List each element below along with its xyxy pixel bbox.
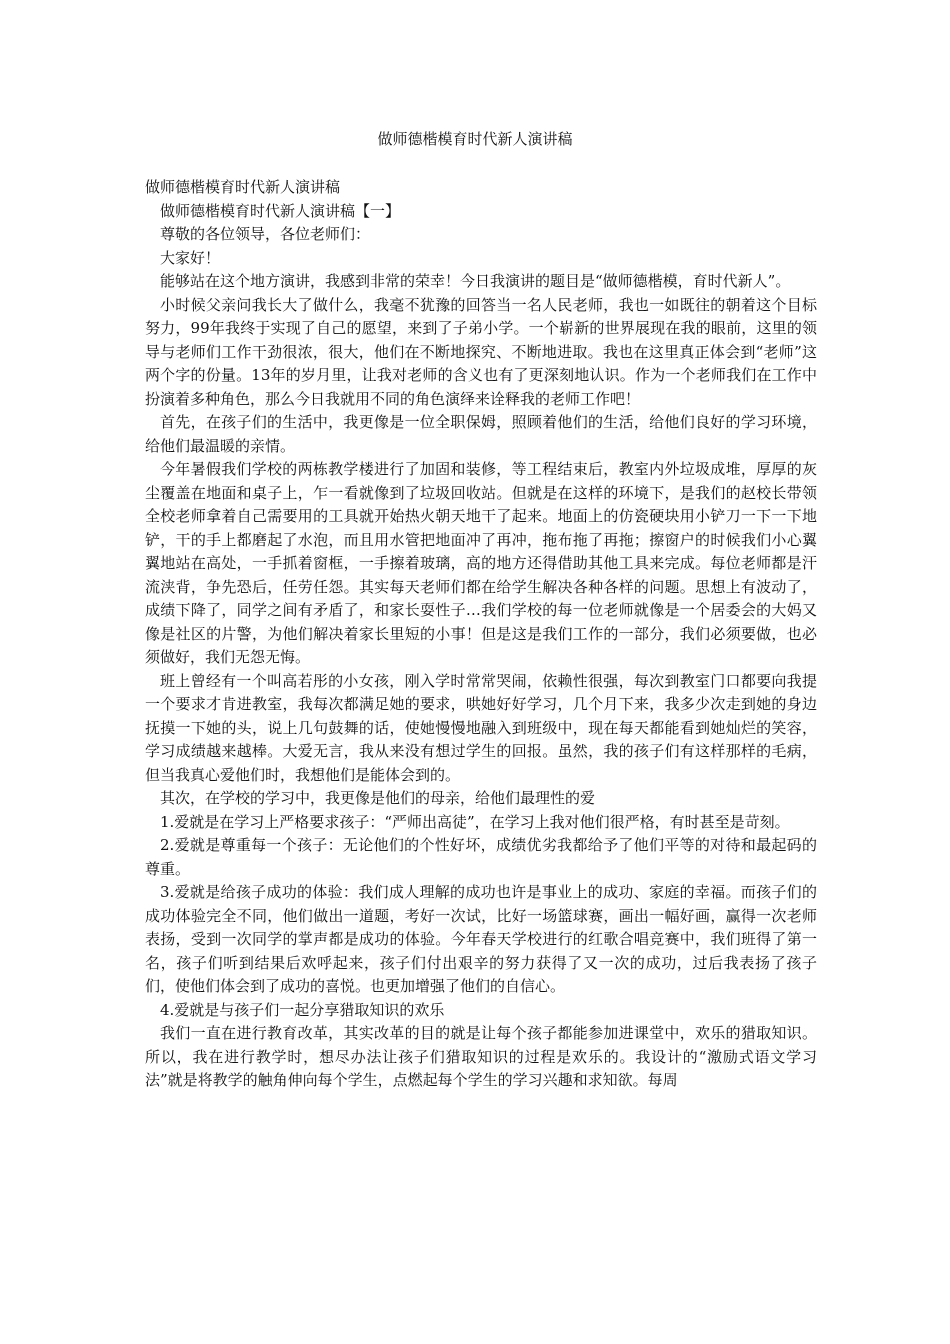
paragraph: 今年暑假我们学校的两栋教学楼进行了加固和装修，等工程结束后，教室内外垃圾成堆，厚厚的灰尘覆盖在地面和桌子上，乍一看就像到了垃圾回收站。但就是在这样的环境下，是我们的赵校长带领全校老师拿着自己需要用的工具就开始热火朝天地干了起来。地面上的仿瓷硬块用小铲刀一下一下地铲，干的手上都磨起了水泡，而且用水管把地面冲了再冲，拖布拖了再拖；擦窗户的时候我们小心翼翼地站在高处，一手抓着窗框，一手擦着玻璃，高的地方还得借助其他工具来完成。每位老师都是汗流浃背，争先恐后，任劳任怨。其实每天老师们都在给学生解决各种各样的问题。思想上有波动了，成绩下降了，同学之间有矛盾了，和家长耍性子…我们学校的每一位老师就像是一个居委会的大妈又像是社区的片警，为他们解决着家长里短的小事！但是这是我们工作的一部分，我们必须要做，也必须做好，我们无怨无悔。 <box>145 460 817 666</box>
doc-heading: 做师德楷模育时代新人演讲稿 <box>145 178 341 196</box>
paragraph: 能够站在这个地方演讲，我感到非常的荣幸！今日我演讲的题目是“做师德楷模，育时代新人”。 <box>160 272 791 290</box>
greeting: 大家好！ <box>160 248 221 267</box>
paragraph: 小时候父亲问我长大了做什么，我毫不犹豫的回答当一名人民老师，我也一如既往的朝着这个目标努力，99年我终于实现了自己的愿望，来到了子弟小学。一个崭新的世界展现在我的眼前，这里的领导与老师们工作干劲很浓，很大，他们在不断地探究、不断地进取。我也在这里真正体会到“老师”这两个字的份量。13年的岁月里，让我对老师的含义也有了更深刻地认识。作为一个老师我们在工作中扮演着多种角色，那么今日我就用不同的角色演绎来诠释我的老师工作吧！ <box>145 295 817 408</box>
page-title: 做师德楷模育时代新人演讲稿 <box>377 130 573 148</box>
section-heading: 做师德楷模育时代新人演讲稿【一】 <box>160 201 401 220</box>
list-item: 2.爱就是尊重每一个孩子：无论他们的个性好坏，成绩优劣我都给予了他们平等的对待和最起码的尊重。 <box>145 836 817 878</box>
list-item: 1.爱就是在学习上严格要求孩子：“严师出高徒”，在学习上我对他们很严格，有时甚至是苛刻。 <box>160 812 790 831</box>
paragraph: 首先，在孩子们的生活中，我更像是一位全职保姆，照顾着他们的生活，给他们良好的学习环境，给他们最温暖的亲情。 <box>145 413 817 455</box>
paragraph: 我们一直在进行教育改革，其实改革的目的就是让每个孩子都能参加进课堂中，欢乐的猎取知识。所以，我在进行教学时，想尽办法让孩子们猎取知识的过程是欢乐的。我设计的“激励式语文学习法”就是将教学的触角伸向每个学生，点燃起每个学生的学习兴趣和求知欲。每周 <box>145 1024 817 1089</box>
list-item: 3.爱就是给孩子成功的体验：我们成人理解的成功也许是事业上的成功、家庭的幸福。而孩子们的成功体验完全不同，他们做出一道题，考好一次试，比好一场篮球赛，画出一幅好画，赢得一次老师表扬，受到一次同学的掌声都是成功的体验。今年春天学校进行的红歌合唱竞赛中，我们班得了第一名，孩子们听到结果后欢呼起来，孩子们付出艰辛的努力获得了又一次的成功，过后我表扬了孩子们，使他们体会到了成功的喜悦。也更加增强了他们的自信心。 <box>145 883 817 995</box>
document-body <box>145 176 817 1093</box>
salutation: 尊敬的各位领导，各位老师们： <box>160 225 371 243</box>
list-item: 4.爱就是与孩子们一起分享猎取知识的欢乐 <box>160 1000 445 1019</box>
paragraph: 其次，在学校的学习中，我更像是他们的母亲，给他们最理性的爱 <box>160 789 596 807</box>
paragraph: 班上曾经有一个叫高若彤的小女孩，刚入学时常常哭闹，依赖性很强，每次到教室门口都要向我提一个要求才肯进教室，我每次都满足她的要求，哄她好好学习，几个月下来，我多少次走到她的身边抚摸一下她的头，说上几句鼓舞的话，使她慢慢地融入到班级中，现在每天都能看到她灿烂的笑容，学习成绩越来越棒。大爱无言，我从来没有想过学生的回报。虽然，我的孩子们有这样那样的毛病，但当我真心爱他们时，我想他们是能体会到的。 <box>145 671 817 784</box>
